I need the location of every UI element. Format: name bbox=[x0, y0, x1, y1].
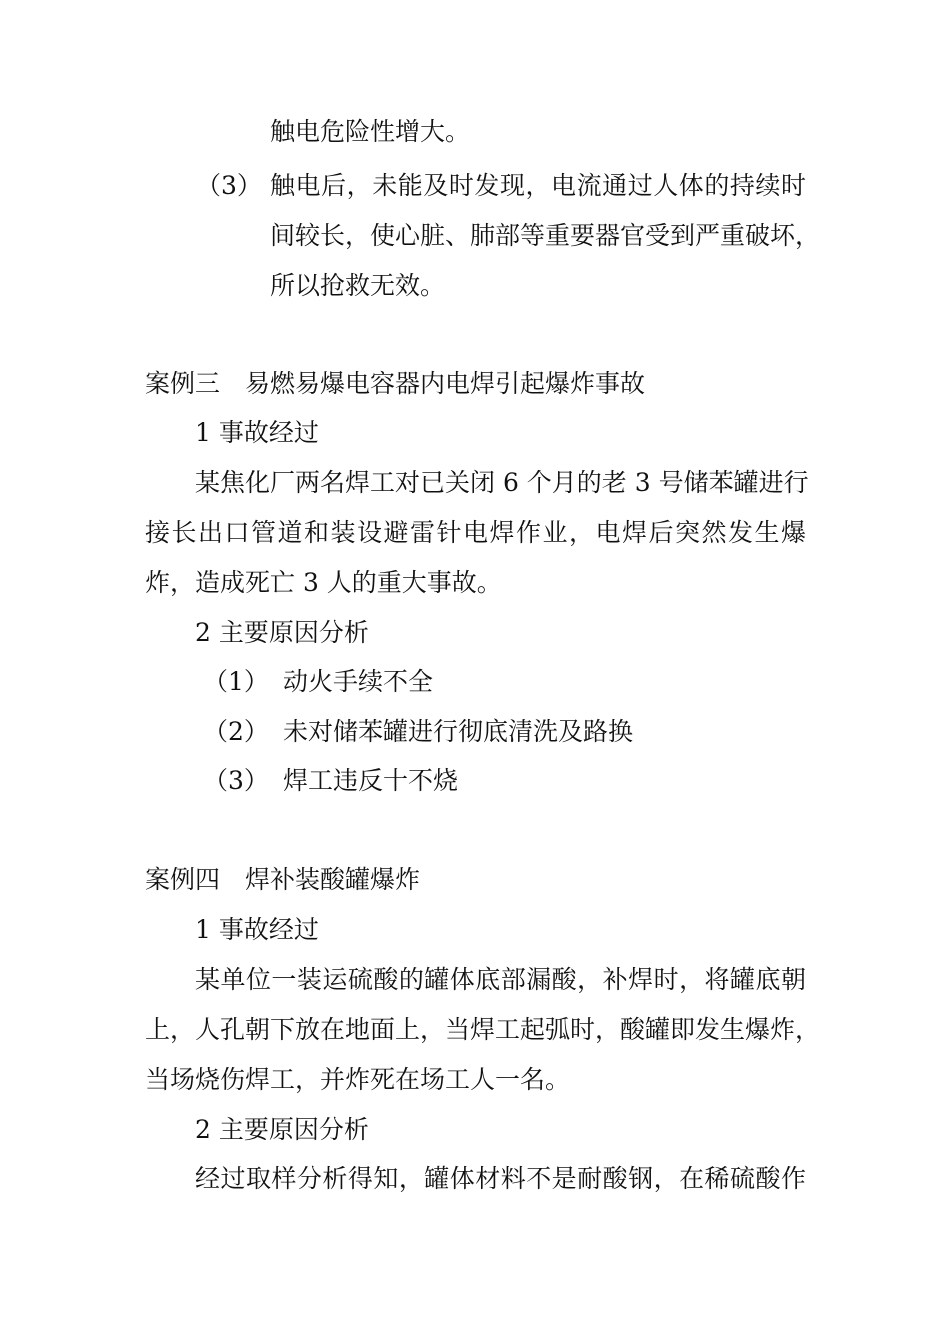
reason-1-text: 动火手续不全 bbox=[283, 667, 434, 696]
reason-3-number: （3） bbox=[203, 766, 269, 795]
item-3-line-3: 所以抢救无效。 bbox=[270, 271, 446, 300]
item-3-line-2: 间较长，使心脏、肺部等重要器官受到严重破坏， bbox=[270, 221, 821, 250]
case-4-body-line-2: 上，人孔朝下放在地面上，当焊工起弧时，酸罐即发生爆炸， bbox=[145, 1015, 821, 1044]
case-4-title: 案例四 焊补装酸罐爆炸 bbox=[145, 865, 421, 894]
case-4-body-line-1: 某单位一装运硫酸的罐体底部漏酸，补焊时，将罐底朝 bbox=[195, 965, 806, 994]
case-3-section-1-heading: 1 事故经过 bbox=[195, 418, 319, 447]
reason-3-text: 焊工违反十不烧 bbox=[283, 766, 459, 795]
case-3-body-line-1: 某焦化厂两名焊工对已关闭 6 个月的老 3 号储苯罐进行 bbox=[195, 468, 809, 497]
reason-2-text: 未对储苯罐进行彻底清洗及路换 bbox=[283, 717, 634, 746]
case-3-section-2-heading: 2 主要原因分析 bbox=[195, 618, 369, 647]
case-4-analysis-line-1: 经过取样分析得知，罐体材料不是耐酸钢，在稀硫酸作 bbox=[195, 1164, 806, 1193]
item-3-line-1: 触电后，未能及时发现，电流通过人体的持续时 bbox=[270, 171, 806, 200]
case-4-section-1-heading: 1 事故经过 bbox=[195, 915, 319, 944]
case-3-body-line-3: 炸，造成死亡 3 人的重大事故。 bbox=[145, 568, 502, 597]
case-3-body-line-2: 接长出口管道和装设避雷针电焊作业，电焊后突然发生爆 bbox=[145, 518, 806, 547]
case-3-title: 案例三 易燃易爆电容器内电焊引起爆炸事故 bbox=[145, 369, 646, 398]
item-2-continuation: 触电危险性增大。 bbox=[270, 117, 471, 146]
case-4-section-2-heading: 2 主要原因分析 bbox=[195, 1115, 369, 1144]
reason-2-number: （2） bbox=[203, 717, 269, 746]
case-4-body-line-3: 当场烧伤焊工，并炸死在场工人一名。 bbox=[145, 1065, 571, 1094]
reason-1-number: （1） bbox=[203, 667, 269, 696]
item-3-number: （3） bbox=[196, 171, 262, 200]
